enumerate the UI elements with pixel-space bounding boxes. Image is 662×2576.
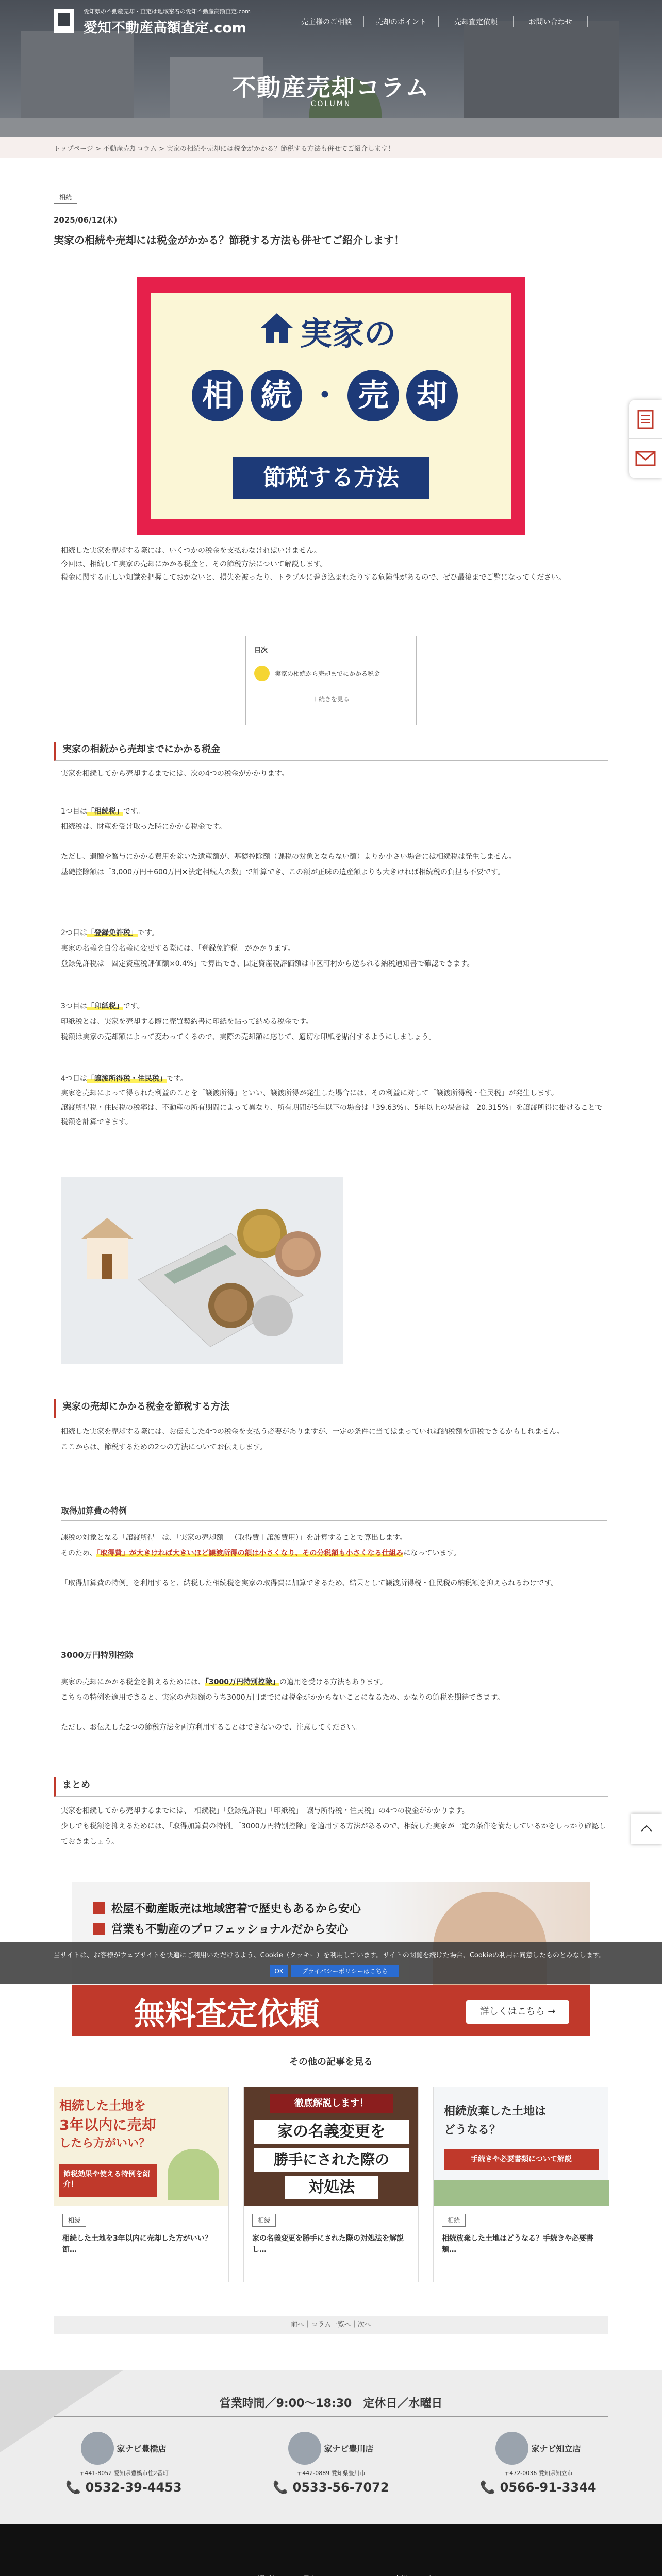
highlight-text: 「3000万円特別控除」 (205, 1678, 279, 1686)
highlight-text: 「取得費」が大きければ大きいほど譲渡所得の額は小さくなり、その分税額も小さくなる仕組み (96, 1549, 404, 1557)
card-image-text: 相続放棄した土地は (444, 2105, 547, 2118)
tax-item-4 (61, 1072, 607, 1129)
related-card[interactable] (433, 2087, 608, 2282)
card-image (434, 2087, 608, 2206)
calculator-coins-icon (61, 1177, 343, 1364)
shop-name: 家ナビ知立店 (531, 2444, 581, 2454)
site-logo-icon[interactable] (54, 9, 74, 33)
card-image-text: 節税効果や使える特例を紹介！ (59, 2164, 157, 2197)
text: 4つ目は (61, 1075, 87, 1083)
footer-col-reasons (258, 2574, 361, 2576)
mail-icon (635, 451, 656, 466)
house-icon (259, 311, 295, 345)
business-hours: 営業時間／9:00〜18:30 定休日／水曜日 (219, 2397, 443, 2410)
card-image-text: 勝手にされた際の (254, 2148, 409, 2172)
phone-number[interactable]: 0532-39-4453 (85, 2480, 182, 2495)
text: 少しでも税額を抑えるためには、「取得加算費の特例」「3000万円特別控除」を適用する方法があるので、相続した実家が一定の条件を満たしているかをしっかり確認しておきましょう。 (61, 1822, 606, 1846)
article-date: 2025/06/12(木) (54, 215, 118, 225)
text: 課税の対象となる「譲渡所得」は、「実家の売却額－（取得費＋譲渡費用）」を計算することで算出します。 (61, 1534, 407, 1542)
text: ただし、お伝えした2つの節税方法を両方利用することはできないので、注意してください。 (61, 1723, 361, 1732)
document-icon (637, 409, 654, 430)
cta-detail-button[interactable]: 詳しくはこちら → (466, 2000, 569, 2024)
cookie-banner (0, 1942, 662, 1984)
category-tag[interactable]: 相続 (54, 191, 77, 204)
shop-name: 家ナビ豊橋店 (117, 2444, 167, 2454)
card-tag[interactable]: 相続 (62, 2214, 86, 2227)
card-image-text: 対処法 (285, 2176, 378, 2199)
cta-big-text: 無料査定依頼 (134, 1996, 320, 2032)
intro-line: 相続した実家を売却する際には、いくつかの税金を支払わなければいけません。 (61, 547, 321, 555)
shop-phone[interactable]: 📞 0533-56-7072 (273, 2480, 389, 2495)
page-subtitle: COLUMN (310, 100, 352, 108)
text: 基礎控除額は「3,000万円＋600万円×法定相続人の数」で計算でき、この額が正味の遺産額よりも大きければ相続税の負担も不要です。 (61, 868, 505, 876)
assessment-tab[interactable] (629, 400, 662, 439)
text: になっています。 (403, 1549, 461, 1557)
summary-text (61, 1803, 607, 1850)
text: 実家の売却にかかる税金を抑えるためには、 (61, 1678, 205, 1686)
card-title[interactable]: 相続した土地を3年以内に売却した方がいい？節… (62, 2234, 212, 2254)
tax-item-3 (61, 998, 607, 1045)
card-image (54, 2087, 228, 2206)
card-image-text: 3年以内に売却 (59, 2116, 156, 2133)
shop-block (466, 2432, 610, 2495)
section-heading: 実家の売却にかかる税金を節税する方法 (54, 1399, 608, 1418)
intro-line: 今回は、相続して実家の売却にかかる税金と、その節税方法について解説します。 (61, 560, 327, 568)
eyecatch-char: 続 (251, 370, 302, 421)
intro-text (61, 544, 607, 584)
eyecatch-card (151, 293, 511, 519)
text: ここからは、節税するための2つの方法についてお伝えします。 (61, 1443, 267, 1451)
card-image-text: どうなる？ (444, 2124, 501, 2137)
shop-photo (288, 2432, 321, 2465)
calculator-photo (61, 1177, 343, 1364)
subsection-heading: 3000万円特別控除 (61, 1649, 607, 1665)
eyecatch-char: 売 (347, 370, 399, 421)
eyecatch-line3: 節税する方法 (233, 457, 429, 499)
text: です。 (137, 929, 159, 937)
eyecatch-image (137, 277, 525, 535)
card-tag[interactable]: 相続 (442, 2214, 466, 2227)
text: 実家の名義を自分名義に変更する際には、「登録免許税」がかかります。 (61, 944, 295, 953)
privacy-policy-button[interactable]: プライバシーポリシーはこちら (291, 1965, 399, 1977)
shop-photo (495, 2432, 528, 2465)
tax-item-1 (61, 804, 607, 880)
text: こちらの特例を適用できると、実家の売却額のうち3000万円までには税金がかからないことになるため、かなりの節税を期待できます。 (61, 1693, 504, 1702)
toc-title: 目次 (254, 647, 268, 654)
eyecatch-char: 相 (192, 370, 243, 421)
global-nav (289, 16, 588, 27)
related-card[interactable] (54, 2087, 229, 2282)
text: 印紙税とは、実家を売却する際に売買契約書に印紙を貼って納める税金です。 (61, 1018, 313, 1026)
eyecatch-char: 却 (406, 370, 458, 421)
eyecatch-line1: 実家の (300, 315, 396, 352)
related-title: その他の記事を見る (289, 2057, 373, 2067)
field-illustration (168, 2149, 219, 2200)
text: の適用を受ける方法もあります。 (279, 1678, 387, 1686)
section-text (61, 1530, 607, 1591)
phone-number[interactable]: 0566-91-3344 (500, 2480, 597, 2495)
subsection-heading: 取得加算費の特例 (61, 1504, 607, 1521)
text: 「取得加算費の特例」を利用すると、納税した相続税を実家の取得費に加算できるため、結果として譲渡所得税・住民税の納税額を抑えられるわけです。 (61, 1579, 558, 1587)
tax-item-2 (61, 925, 607, 972)
section-heading: まとめ (54, 1777, 608, 1797)
card-image-text: 手続きや必要書類について解説 (444, 2149, 599, 2170)
shop-block (52, 2432, 196, 2495)
field-illustration (434, 2180, 609, 2206)
highlight-text: 「相続税」 (87, 807, 123, 816)
text: 1つ目は (61, 807, 87, 816)
card-title[interactable]: 家の名義変更を勝手にされた際の対処法を解説し… (252, 2234, 404, 2254)
text: です。 (123, 1002, 144, 1010)
page-top-button[interactable] (631, 1814, 662, 1844)
toc-item[interactable] (254, 666, 408, 681)
highlight-text: 「登録免許税」 (87, 929, 138, 937)
section-text (61, 1424, 607, 1455)
card-image-text: 家の名義変更を (254, 2120, 409, 2144)
shop-address: 〒472-0036 愛知県知立市 (504, 2470, 573, 2477)
shop-photo (81, 2432, 114, 2465)
text: です。 (123, 807, 144, 816)
table-of-contents (245, 636, 417, 725)
cookie-text: 当サイトは、お客様がウェブサイトを快適にご利用いただけるよう、Cookie（クッキー）を利用しています。サイトの閲覧を続けた場合、Cookieの利用に同意したものとみなします。 (54, 1952, 606, 1959)
section-lead: 実家を相続してから売却するまでには、次の4つの税金がかかります。 (61, 770, 289, 778)
card-image-text: 徹底解説します！ (270, 2094, 393, 2113)
section-heading: 実家の相続から売却までにかかる税金 (54, 742, 608, 761)
side-contact-tabs (629, 400, 662, 478)
card-image-text: 相続した土地を (59, 2098, 146, 2113)
hero-road (0, 118, 662, 137)
toc-more-link[interactable]: ＋続きを見る (312, 696, 350, 703)
text: 3つ目は (61, 1002, 87, 1010)
text: そのため、 (61, 1549, 97, 1557)
site-tagline: 愛知県の不動産売却・査定は地域密着の愛知不動産高額査定.com (84, 8, 251, 15)
breadcrumb[interactable]: トップページ > 不動産売却コラム > 実家の相続や売却には税金がかかる？節税する方法も併せてご紹介します！ (0, 137, 662, 158)
eyecatch-chars (192, 370, 458, 421)
text: 実家を売却によって得られた利益のことを「譲渡所得」といい、譲渡所得が発生した場合には、その利益に対して「譲渡所得税・住民税」が発生します。 (61, 1089, 558, 1097)
shop-phone[interactable]: 📞 0566-91-3344 (480, 2480, 597, 2495)
nav-item-points[interactable]: 売却のポイント (363, 16, 438, 27)
footer-col-points (394, 2574, 500, 2576)
page-title: 不動産売却コラム (232, 74, 430, 101)
shop-phone[interactable]: 📞 0532-39-4453 (65, 2480, 182, 2495)
toc-item-label[interactable]: 実家の相続から売却までにかかる税金 (275, 670, 380, 677)
card-title[interactable]: 相続放棄した土地はどうなる？手続きや必要書類… (442, 2234, 593, 2254)
phone-number[interactable]: 0533-56-7072 (292, 2480, 389, 2495)
related-card[interactable] (243, 2087, 419, 2282)
text: 相続税は、財産を受け取った時にかかる税金です。 (61, 823, 226, 831)
shop-name: 家ナビ豊川店 (324, 2444, 374, 2454)
card-image (244, 2087, 418, 2206)
highlight-text: 「印紙税」 (87, 1002, 123, 1010)
footer-link[interactable] (258, 2574, 361, 2576)
hero-header (0, 0, 662, 137)
footer-col-company (531, 2574, 598, 2576)
text: 譲渡所得税・住民税の税率は、不動産の所有期間によって異なり、所有期間が5年以下の場合は「39.63%」、5年以上の場合は「20.315%」を譲渡所得に掛けることで税額を計算できます。 (61, 1104, 603, 1126)
text: 相続した実家を売却する際には、お伝えした4つの税金を支払う必要がありますが、一定の条件に当てはまっていれば納税額を節税できるかもしれません。 (61, 1428, 564, 1436)
text: ただし、遺贈や贈与にかかる費用を除いた遺産額が、基礎控除額（課税の対象とならない額）よりか小さい場合には相続税は発生しません。 (61, 853, 516, 861)
text: です。 (166, 1075, 188, 1083)
card-image-text: したら方がいい？ (59, 2137, 151, 2150)
shop-block (259, 2432, 403, 2495)
article-title: 実家の相続や売却には税金がかかる？節税する方法も併せてご紹介します！ (54, 232, 608, 253)
intro-line: 税金に関する正しい知識を把握しておかないと、損失を被ったり、トラブルに巻き込まれたりする危険性があるので、ぜひ最後までご覧になってください。 (61, 573, 566, 582)
footer-link[interactable] (531, 2574, 598, 2576)
eyecatch-char: ・ (309, 378, 340, 414)
check-icon (93, 1923, 105, 1935)
text: 税額は実家の売却額によって変わってくるので、実際の売却額に応じて、適切な印紙を貼付するようにしましょう。 (61, 1033, 436, 1041)
toc-bullet-icon (254, 666, 270, 681)
divider (54, 2416, 608, 2417)
text: 2つ目は (61, 929, 87, 937)
section-text (61, 1674, 607, 1735)
cta-line1: 松屋不動産販売は地域密着で歴史もあるから安心 (111, 1903, 361, 1916)
cta-line2: 営業も不動産のプロフェッショナルだから安心 (111, 1923, 349, 1936)
nav-item-contact[interactable]: お問い合わせ (513, 16, 588, 27)
shop-address: 〒441-8052 愛知県豊橋市柱2番町 (79, 2470, 169, 2477)
highlight-text: 「譲渡所得税・住民税」 (87, 1075, 167, 1083)
site-footer (0, 2524, 662, 2576)
site-name[interactable]: 愛知不動産高額査定.com (84, 20, 246, 36)
pagination[interactable]: 前へ｜コラム一覧へ｜次へ (54, 2316, 608, 2334)
text: 実家を相続してから売却するまでには、「相続税」「登録免許税」「印紙税」「譲与所得税・住民税」の4つの税金がかかります。 (61, 1807, 469, 1815)
footer-link[interactable] (394, 2574, 500, 2576)
nav-item-consult[interactable]: 売主様のご相談 (289, 16, 363, 27)
text: 登録免許税は「固定資産税評価額×0.4%」で算出でき、固定資産税評価額は市区町村から送られる納税通知書で確認できます。 (61, 960, 474, 968)
shop-address: 〒442-0889 愛知県豊川市 (296, 2470, 366, 2477)
chevron-up-icon (640, 1825, 653, 1832)
cookie-ok-button[interactable]: OK (270, 1965, 288, 1977)
nav-item-assessment[interactable]: 売却査定依頼 (438, 16, 513, 27)
check-icon (93, 1902, 105, 1914)
mail-tab[interactable] (629, 439, 662, 478)
card-tag[interactable]: 相続 (252, 2214, 276, 2227)
